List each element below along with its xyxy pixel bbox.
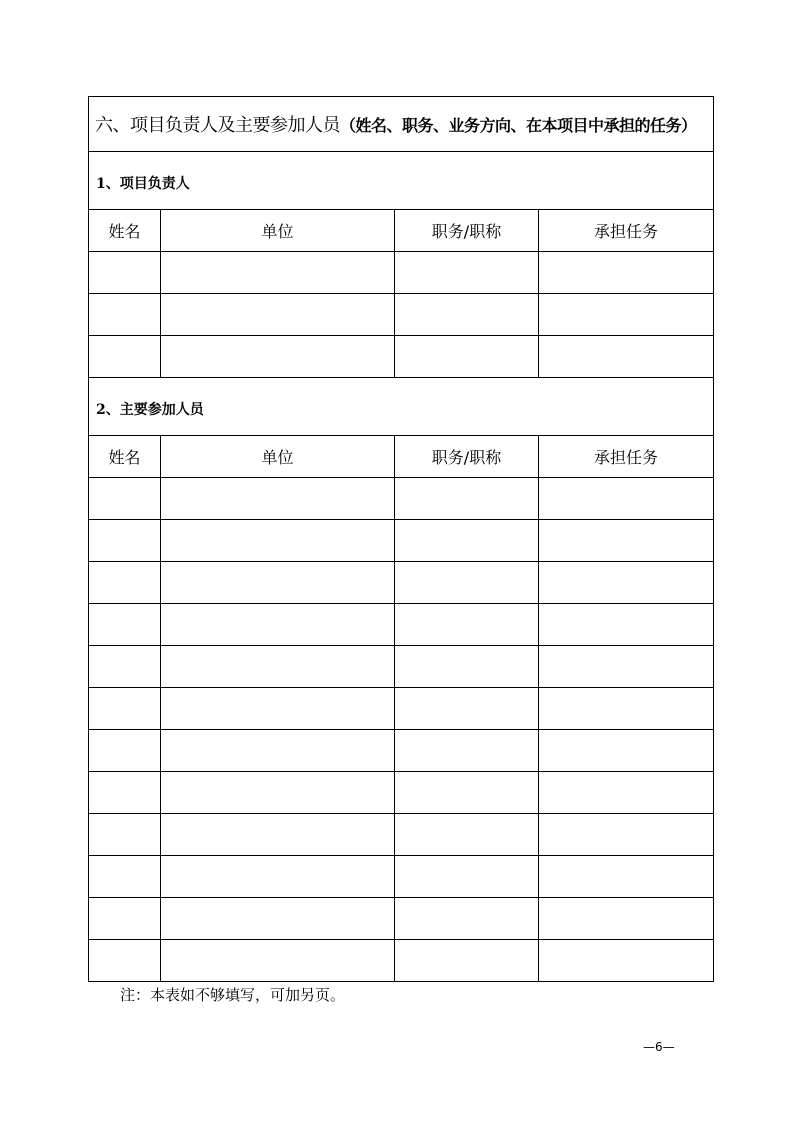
footnote: 注：本表如不够填写，可加另页。 <box>120 986 346 1004</box>
title-cell[interactable] <box>395 688 539 730</box>
title-cell[interactable] <box>395 772 539 814</box>
table-row <box>89 252 714 294</box>
table-row <box>89 856 714 898</box>
name-cell[interactable] <box>89 856 161 898</box>
name-cell[interactable] <box>89 646 161 688</box>
table-row <box>89 730 714 772</box>
name-cell[interactable] <box>89 730 161 772</box>
unit-cell[interactable] <box>161 772 395 814</box>
task-cell[interactable] <box>539 940 714 982</box>
task-cell[interactable] <box>539 336 714 378</box>
task-cell[interactable] <box>539 604 714 646</box>
unit-cell[interactable] <box>161 898 395 940</box>
col-header-task: 承担任务 <box>539 210 714 252</box>
name-cell[interactable] <box>89 336 161 378</box>
name-cell[interactable] <box>89 898 161 940</box>
col-header-unit: 单位 <box>161 436 395 478</box>
task-cell[interactable] <box>539 730 714 772</box>
unit-cell[interactable] <box>161 856 395 898</box>
unit-cell[interactable] <box>161 688 395 730</box>
unit-cell[interactable] <box>161 294 395 336</box>
col-header-name: 姓名 <box>89 210 161 252</box>
title-cell[interactable] <box>395 898 539 940</box>
unit-cell[interactable] <box>161 940 395 982</box>
task-cell[interactable] <box>539 688 714 730</box>
unit-cell[interactable] <box>161 604 395 646</box>
task-cell[interactable] <box>539 252 714 294</box>
col-header-title: 职务/职称 <box>395 210 539 252</box>
part2-heading: 2、主要参加人员 <box>89 378 714 436</box>
task-cell[interactable] <box>539 814 714 856</box>
table-row <box>89 604 714 646</box>
title-cell[interactable] <box>395 604 539 646</box>
part2-header-row <box>89 436 714 478</box>
title-cell[interactable] <box>395 520 539 562</box>
task-cell[interactable] <box>539 856 714 898</box>
table-row <box>89 814 714 856</box>
title-cell[interactable] <box>395 562 539 604</box>
name-cell[interactable] <box>89 940 161 982</box>
table-row <box>89 688 714 730</box>
table-row <box>89 520 714 562</box>
col-header-unit: 单位 <box>161 210 395 252</box>
task-cell[interactable] <box>539 520 714 562</box>
name-cell[interactable] <box>89 520 161 562</box>
name-cell[interactable] <box>89 604 161 646</box>
title-cell[interactable] <box>395 336 539 378</box>
title-cell[interactable] <box>395 730 539 772</box>
section-title-note: （姓名、职务、业务方向、在本项目中承担的任务） <box>340 116 697 135</box>
table-row <box>89 646 714 688</box>
name-cell[interactable] <box>89 294 161 336</box>
name-cell[interactable] <box>89 688 161 730</box>
task-cell[interactable] <box>539 478 714 520</box>
task-cell[interactable] <box>539 898 714 940</box>
section-title-main: 六、项目负责人及主要参加人员 <box>95 115 340 136</box>
part1-heading: 1、项目负责人 <box>89 152 714 210</box>
unit-cell[interactable] <box>161 646 395 688</box>
unit-cell[interactable] <box>161 814 395 856</box>
title-cell[interactable] <box>395 294 539 336</box>
table-row <box>89 772 714 814</box>
page-number: —6— <box>643 1040 675 1054</box>
name-cell[interactable] <box>89 772 161 814</box>
name-cell[interactable] <box>89 252 161 294</box>
unit-cell[interactable] <box>161 336 395 378</box>
name-cell[interactable] <box>89 478 161 520</box>
col-header-title: 职务/职称 <box>395 436 539 478</box>
part1-header-row <box>89 210 714 252</box>
unit-cell[interactable] <box>161 478 395 520</box>
table-row <box>89 562 714 604</box>
task-cell[interactable] <box>539 772 714 814</box>
name-cell[interactable] <box>89 814 161 856</box>
col-header-name: 姓名 <box>89 436 161 478</box>
unit-cell[interactable] <box>161 730 395 772</box>
title-cell[interactable] <box>395 252 539 294</box>
unit-cell[interactable] <box>161 520 395 562</box>
task-cell[interactable] <box>539 294 714 336</box>
task-cell[interactable] <box>539 562 714 604</box>
personnel-table <box>88 96 714 982</box>
unit-cell[interactable] <box>161 562 395 604</box>
title-cell[interactable] <box>395 478 539 520</box>
col-header-task: 承担任务 <box>539 436 714 478</box>
name-cell[interactable] <box>89 562 161 604</box>
table-row <box>89 478 714 520</box>
title-cell[interactable] <box>395 646 539 688</box>
section-title <box>89 97 714 152</box>
table-row <box>89 940 714 982</box>
table-row <box>89 336 714 378</box>
task-cell[interactable] <box>539 646 714 688</box>
title-cell[interactable] <box>395 856 539 898</box>
title-cell[interactable] <box>395 814 539 856</box>
unit-cell[interactable] <box>161 252 395 294</box>
title-cell[interactable] <box>395 940 539 982</box>
table-row <box>89 294 714 336</box>
table-row <box>89 898 714 940</box>
